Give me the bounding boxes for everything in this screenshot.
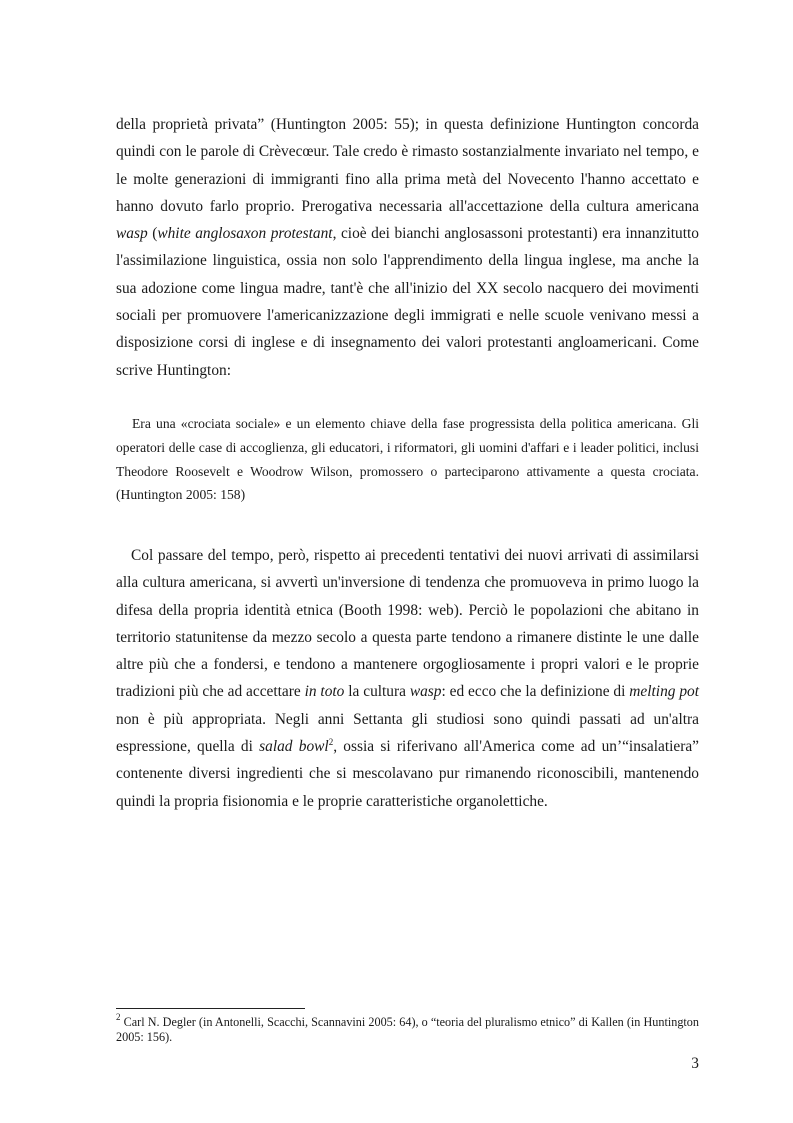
term-melting-pot: melting pot bbox=[629, 683, 700, 701]
footnote bbox=[116, 1012, 699, 1045]
body-paragraph-1 bbox=[116, 111, 699, 384]
paragraph-1-text-b: ( bbox=[147, 225, 158, 243]
paragraph-1-text-c: , cioè dei bianchi anglosassoni protestanti) era innanzitutto l'assimilazione linguistica, ossia non solo l'apprendimento della lingua inglese, ma anche la sua adozione come lingua madre, tant'è che all'inizio del XX secolo nacquero dei movimenti sociali per promuovere l'americanizzazione degli immigrati e nelle scuole venivano messi a disposizione corsi di inglese e di insegnamento dei valori protestanti angloamericani. Come scrive Huntington: bbox=[116, 225, 699, 379]
body-paragraph-2 bbox=[116, 542, 699, 815]
paragraph-2-text-b: la cultura bbox=[344, 683, 410, 701]
footnote-divider bbox=[116, 1008, 305, 1009]
paragraph-2-text-d: non è più appropriata. Negli anni Settanta gli studiosi sono quindi passati ad un'altra espressione, quella di bbox=[116, 710, 699, 756]
term-wasp: wasp bbox=[116, 225, 148, 243]
term-wasp-expansion: white anglosaxon protestant bbox=[157, 225, 333, 243]
page-number: 3 bbox=[691, 1055, 699, 1072]
block-quote: Era una «crociata sociale» e un elemento chiave della fase progressista della politica americana. Gli operatori delle case di accoglienza, gli educatori, i riformatori, gli uomini d'affari e i leader politici, inclusi Theodore Roosevelt e Woodrow Wilson, promossero o parteciparono attivamente a questa crociata. (Huntington 2005: 158) bbox=[116, 416, 699, 503]
footnote-reference[interactable]: 2 bbox=[328, 737, 334, 748]
paragraph-2-text-c: : ed ecco che la definizione di bbox=[441, 683, 630, 701]
term-salad-bowl: salad bowl bbox=[259, 738, 329, 756]
term-in-toto: in toto bbox=[304, 683, 345, 701]
paragraph-2-text-e: , ossia si riferivano all'America come ad un’“insalatiera” contenente diversi ingredienti che si mescolavano pur rimanendo riconoscibili, mantenendo quindi la propria fisionomia e le proprie caratteristiche organolettiche. bbox=[116, 738, 699, 810]
footnote-marker: 2 bbox=[116, 1012, 121, 1022]
footnote-text: Carl N. Degler (in Antonelli, Scacchi, Scannavini 2005: 64), o “teoria del pluralismo etnico” di Kallen (in Huntington 2005: 156). bbox=[116, 1015, 699, 1044]
term-wasp: wasp bbox=[409, 683, 442, 701]
paragraph-1-text-a: della proprietà privata” (Huntington 2005: 55); in questa definizione Huntington concorda quindi con le parole di Crèvecœur. Tale credo è rimasto sostanzialmente invariato nel tempo, e le molte generazioni di immigranti fino alla prima metà del Novecento l'hanno accettato e hanno dovuto farlo proprio. Prerogativa necessaria all'accettazione della cultura americana bbox=[116, 116, 699, 215]
paragraph-2-text-a: Col passare del tempo, però, rispetto ai precedenti tentativi dei nuovi arrivati di assimilarsi alla cultura americana, si avvertì un'inversione di tendenza che promuoveva in primo luogo la difesa della propria identità etnica (Booth 1998: web). Perciò le popolazioni che abitano in territorio statunitense da mezzo secolo a questa parte tendono a rimanere distinte le une dalle altre più che a fondersi, e tendono a mantenere orgogliosamente i propri valori e le proprie tradizioni più che ad accettare bbox=[116, 547, 699, 701]
